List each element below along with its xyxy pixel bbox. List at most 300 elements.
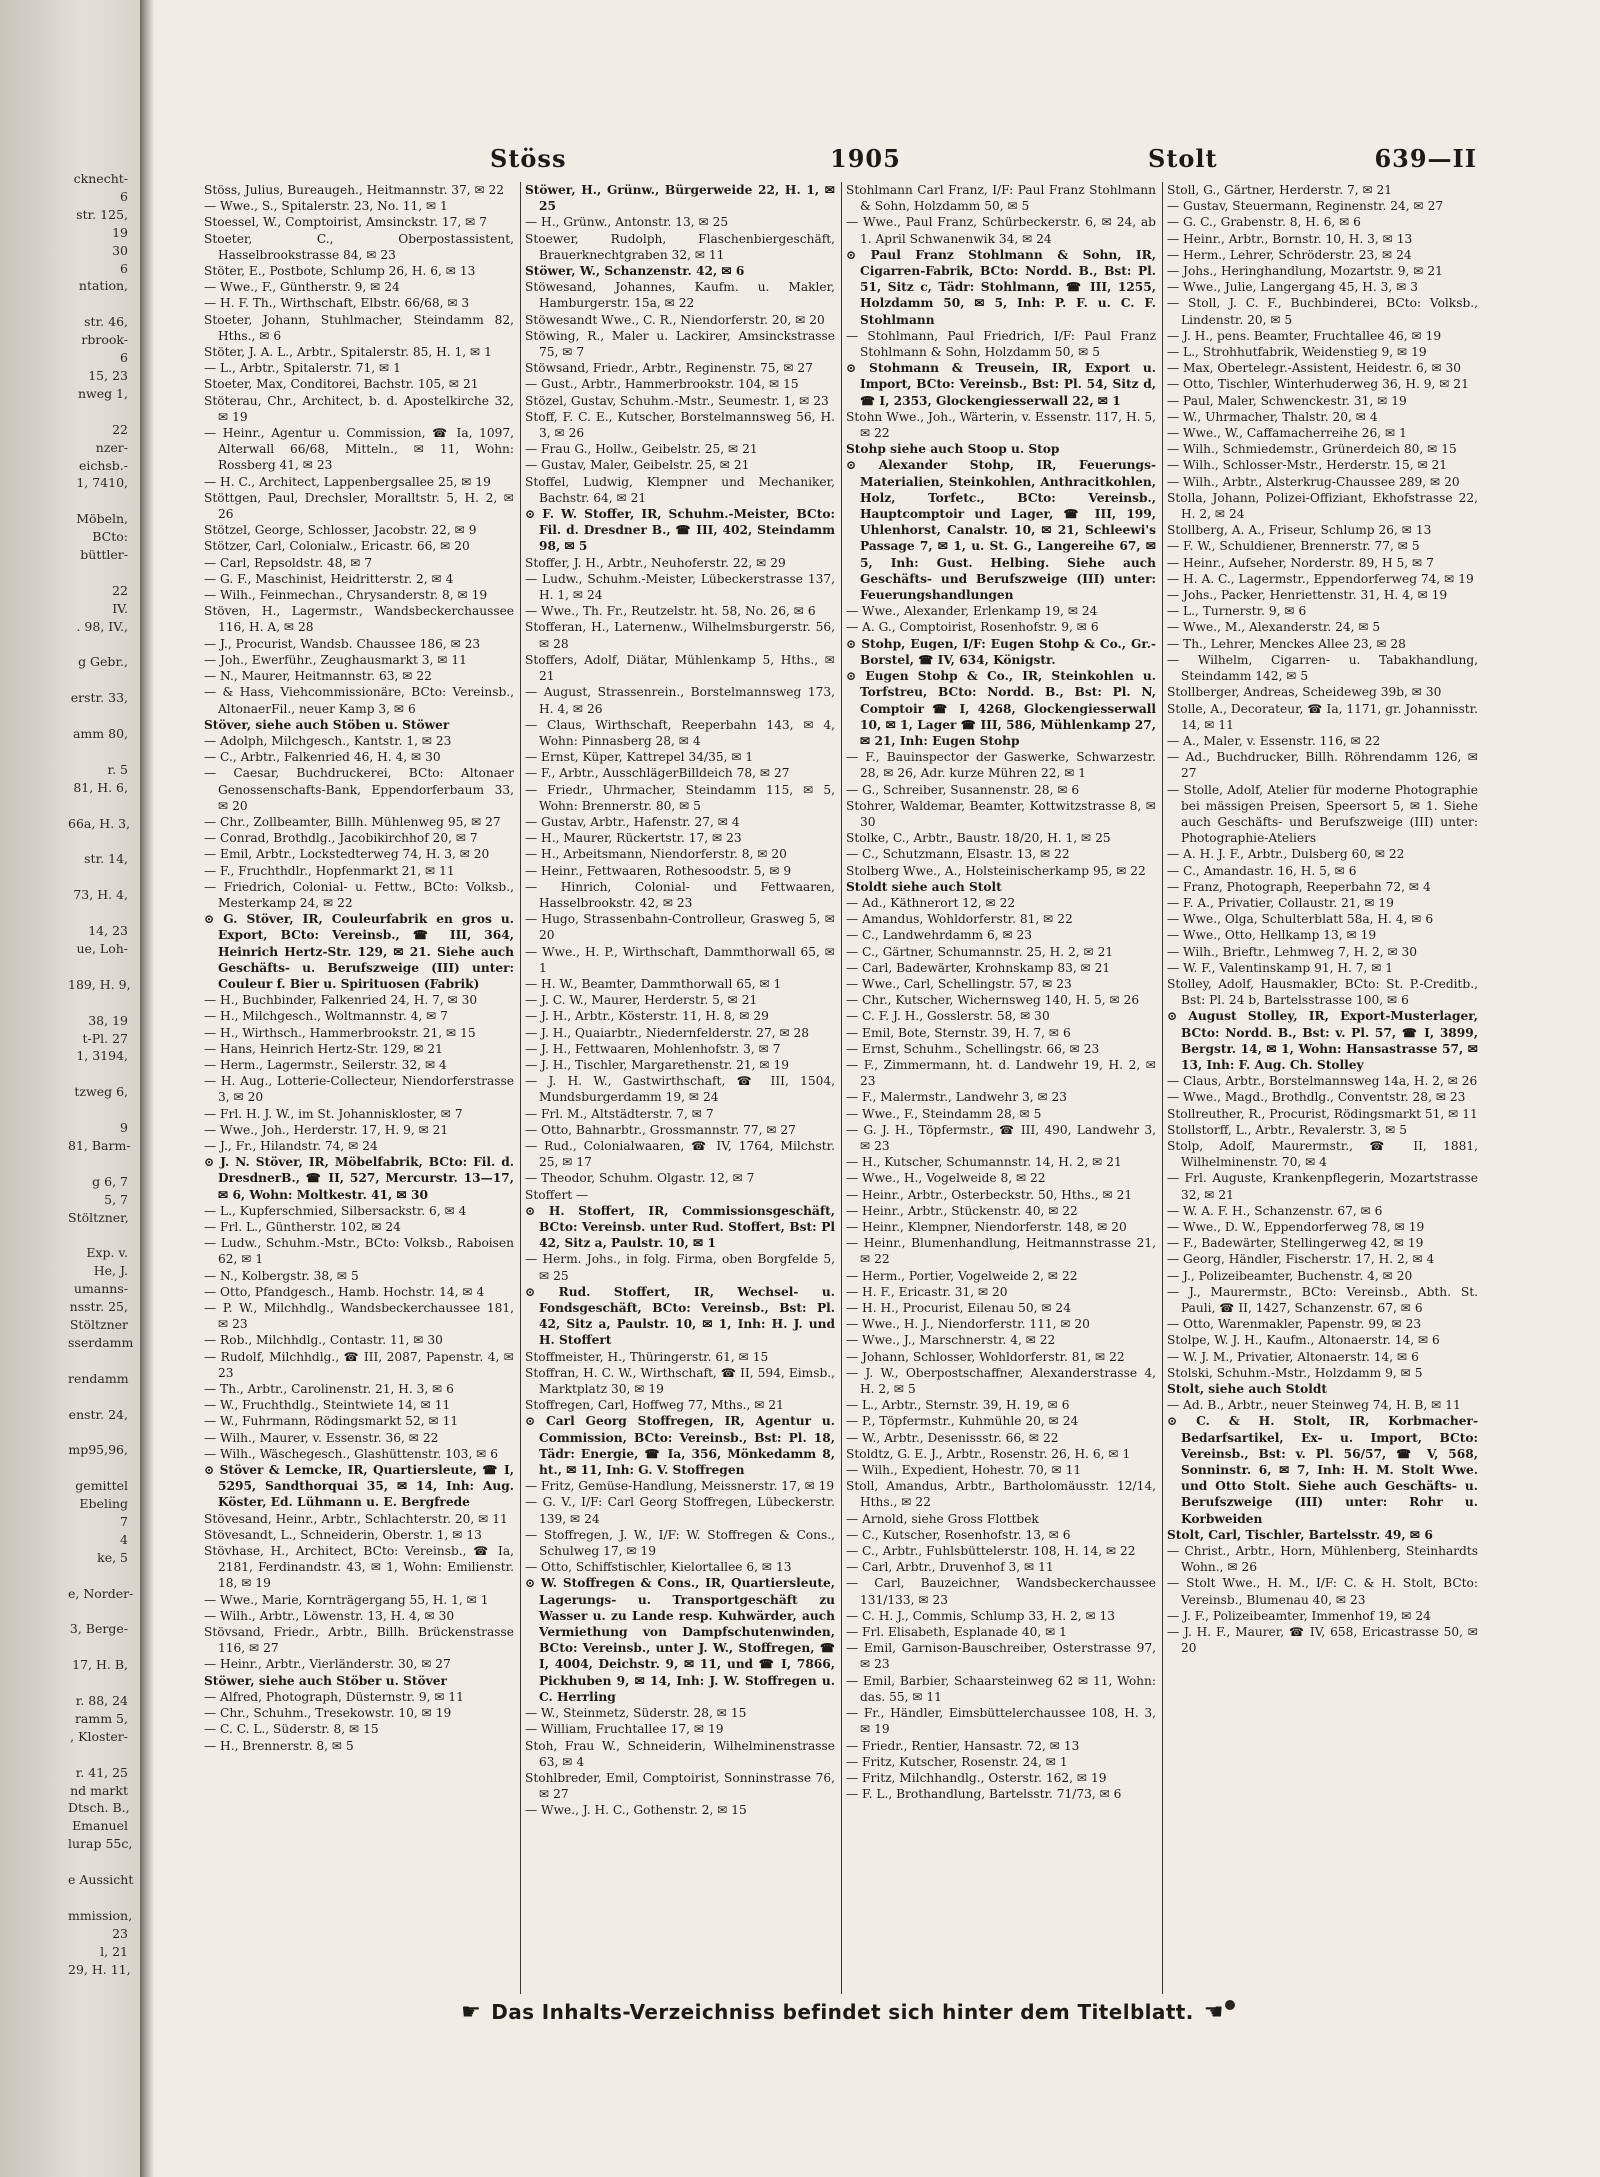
directory-entry: Stoeter, C., Oberpostassistent, Hasselbrookstrasse 84, ✉ 23 [204, 231, 514, 262]
directory-entry: — C., Arbtr., Falkenried 46, H. 4, ✉ 30 [204, 750, 441, 765]
previous-page-line [68, 2068, 128, 2086]
directory-entry: — Chr., Zollbeamter, Billh. Mühlenweg 95, ✉ 27 [204, 814, 501, 829]
directory-entry: — Wwe., F., Güntherstr. 9, ✉ 24 [204, 280, 400, 295]
previous-page-line [68, 492, 128, 510]
previous-page-line: 5, 7 [104, 1191, 128, 1207]
directory-entry: — Carl, Arbtr., Druvenhof 3, ✉ 11 [846, 1560, 1054, 1575]
directory-entry: Stoffran, H. C. W., Wirthschaft, ☎ II, 594, Eimsb., Marktplatz 30, ✉ 19 [525, 1365, 835, 1397]
directory-entry: — Georg, Händler, Fischerstr. 17, H. 2, ✉ 4 [1167, 1252, 1435, 1267]
directory-entry: Stoeter, Johann, Stuhlmacher, Steindamm 82, Hths., ✉ 6 [204, 312, 514, 343]
directory-entry: — N., Kolbergstr. 38, ✉ 5 [204, 1268, 359, 1283]
directory-entry: — L., Arbtr., Sternstr. 39, H. 19, ✉ 6 [846, 1398, 1070, 1413]
previous-page-line: 23 [112, 1925, 128, 1941]
previous-page-line: 66a, H. 3, [68, 815, 131, 831]
directory-entry: — Gustav, Maler, Geibelstr. 25, ✉ 21 [525, 458, 750, 473]
previous-page-line [68, 1979, 128, 1997]
previous-page-line: str. 46, [84, 314, 128, 330]
directory-entry: — J. H., Tischler, Margarethenstr. 21, ✉ 19 [525, 1057, 790, 1072]
directory-entry: — Carl, Badewärter, Krohnskamp 83, ✉ 21 [846, 960, 1111, 975]
directory-entry: — J. W., Oberpostschaffner, Alexanderstrasse 4, H. 2, ✉ 5 [846, 1365, 1156, 1397]
directory-entry: — Friedr., Uhrmacher, Steindamm 115, ✉ 5, Wohn: Brennerstr. 80, ✉ 5 [525, 782, 835, 813]
previous-page-line: cknecht- [73, 171, 128, 186]
directory-entry: — J., Polizeibeamter, Buchenstr. 4, ✉ 20 [1167, 1268, 1413, 1283]
directory-entry: — Claus, Arbtr., Borstelmannsweg 14a, H. 2, ✉ 26 [1167, 1074, 1478, 1089]
previous-page-line: 4 [120, 1531, 128, 1547]
previous-page-line [68, 1352, 128, 1370]
pointing-hand-left-icon: ☛ [461, 2000, 482, 2025]
previous-page-line: str. 14, [84, 851, 128, 867]
directory-entry: — J. H., pens. Beamter, Fruchtallee 46, ✉ 19 [1167, 328, 1442, 343]
directory-entry: Stöter, J. A. L., Arbtr., Spitalerstr. 85, H. 1, ✉ 1 [204, 345, 492, 360]
directory-entry: — Hugo, Strassenbahn-Controlleur, Grasweg 5, ✉ 20 [525, 912, 835, 943]
directory-entry: Stoffer, J. H., Arbtr., Neuhoferstr. 22, ✉ 29 [525, 555, 786, 570]
directory-entry: — Herm., Lagermstr., Seilerstr. 32, ✉ 4 [204, 1057, 447, 1072]
directory-entry: — Caesar, Buchdruckerei, BCto: Altonaer Genossenschafts-Bank, Eppendorferbaum 33, ✉ 20 [204, 766, 514, 813]
previous-page-line: 14, 23 [88, 923, 128, 939]
directory-entry: — Frl. Auguste, Krankenpflegerin, Mozartstrasse 32, ✉ 21 [1167, 1171, 1478, 1202]
directory-entry: — Wwe., Paul Franz, Schürbeckerstr. 6, ✉ 24, ab 1. April Schwanenwik 34, ✉ 24 [846, 215, 1156, 246]
directory-entry: — J. H. F., Maurer, ☎ IV, 658, Ericastrasse 50, ✉ 20 [1167, 1625, 1478, 1656]
directory-entry: ⊙ Paul Franz Stohlmann & Sohn, IR, Cigarren-Fabrik, BCto: Nordd. B., Bst: Pl. 51, Sitz c, Tädr: Stohlmann, ☎ III, 1255, Holzdamm 50, ✉ 5, Inh: P. F. u. C. F. Stohlmann [846, 247, 1156, 327]
previous-page-line [68, 797, 128, 815]
directory-entry: — Stohlmann, Paul Friedrich, I/F: Paul Franz Stohlmann & Sohn, Holzdamm 50, ✉ 5 [846, 328, 1156, 360]
previous-page-line: 1, 7410, [76, 475, 128, 491]
directory-entry: — W., Steinmetz, Süderstr. 28, ✉ 15 [525, 1706, 747, 1721]
directory-entry: — H., Grünw., Antonstr. 13, ✉ 25 [525, 215, 729, 230]
directory-entry: Stolke, C., Arbtr., Baustr. 18/20, H. 1, ✉ 25 [846, 831, 1111, 846]
directory-entry: — Emil, Garnison-Bauschreiber, Osterstrasse 97, ✉ 23 [846, 1641, 1156, 1672]
directory-entry: Stözel, Gustav, Schuhm.-Mstr., Seumestr. 1, ✉ 23 [525, 393, 829, 408]
previous-page-line: 17, H. B, [72, 1657, 128, 1673]
previous-page-line [68, 958, 128, 976]
previous-page-line: 22 [112, 582, 128, 598]
directory-entry: — H. C., Architect, Lappenbergsallee 25, ✉ 19 [204, 474, 491, 489]
directory-entry: Stöver, siehe auch Stöben u. Stöwer [204, 717, 450, 732]
footer-note [200, 2000, 1485, 2025]
directory-entry: ⊙ J. N. Stöver, IR, Möbelfabrik, BCto: Fil. d. DresdnerB., ☎ II, 527, Mercurstr. 13—17, ✉ 6, Wohn: Moltkestr. 41, ✉ 30 [204, 1155, 514, 1202]
previous-page-line: lurap 55c, [68, 1836, 133, 1852]
directory-entry: Stollreuther, R., Procurist, Rödingsmarkt 51, ✉ 11 [1167, 1106, 1478, 1121]
previous-page-line: 1, 3194, [76, 1048, 128, 1064]
previous-page-line [68, 868, 128, 886]
directory-entry: Stohn Wwe., Joh., Wärterin, v. Essenstr. 117, H. 5, ✉ 22 [846, 409, 1156, 441]
directory-entry: — Fritz, Milchhandlg., Osterstr. 162, ✉ 19 [846, 1770, 1107, 1785]
directory-entry: Stöwer, W., Schanzenstr. 42, ✉ 6 [525, 264, 745, 279]
directory-entry: — H. F. Th., Wirthschaft, Elbstr. 66/68, ✉ 3 [204, 296, 470, 311]
previous-page-line: ke, 5 [97, 1549, 128, 1565]
directory-entry: Stofferan, H., Laternenw., Wilhelmsburgerstr. 56, ✉ 28 [525, 620, 835, 651]
directory-entry: ⊙ Stöver & Lemcke, IR, Quartiersleute, ☎ I, 5295, Sandthorquai 35, ✉ 14, Inh: Aug. Köster, Ed. Lühmann u. E. Bergfrede [204, 1463, 514, 1510]
directory-entry: — H., Arbeitsmann, Niendorferstr. 8, ✉ 20 [525, 847, 787, 862]
directory-entry: Stöterau, Chr., Architect, b. d. Apostelkirche 32, ✉ 19 [204, 393, 514, 424]
previous-page-line: 3, Berge- [69, 1621, 128, 1637]
previous-page-line: 29, H. 11, [68, 1961, 131, 1977]
directory-entry: — C., Kutscher, Rosenhofstr. 13, ✉ 6 [846, 1527, 1071, 1542]
directory-entry: — & Hass, Viehcommissionäre, BCto: Vereinsb., AltonaerFil., neuer Kamp 3, ✉ 6 [204, 685, 514, 716]
directory-entry: — Heinr., Arbtr., Osterbeckstr. 50, Hths., ✉ 21 [846, 1187, 1133, 1202]
directory-entry: Stoffers, Adolf, Diätar, Mühlenkamp 5, Hths., ✉ 21 [525, 652, 835, 684]
directory-entry: — W., Fruchthdlg., Steintwiete 14, ✉ 11 [204, 1398, 451, 1413]
previous-page-line: IV. [112, 600, 128, 616]
directory-entry: — W., Arbtr., Desenissstr. 66, ✉ 22 [846, 1430, 1059, 1445]
previous-page-line [68, 1746, 128, 1764]
directory-entry: — A. G., Comptoirist, Rosenhofstr. 9, ✉ 6 [846, 620, 1099, 635]
directory-entry: — Heinr., Aufseher, Norderstr. 89, H 5, ✉ 7 [1167, 555, 1434, 570]
directory-entry: — Heinr., Arbtr., Bornstr. 10, H. 3, ✉ 13 [1167, 231, 1413, 246]
directory-entry: Stöwing, R., Maler u. Lackirer, Amsinckstrasse 75, ✉ 7 [525, 328, 835, 360]
directory-entry: — Alfred, Photograph, Düsternstr. 9, ✉ 11 [204, 1689, 464, 1704]
directory-entry: Stohlbreder, Emil, Comptoirist, Sonninstrasse 76, ✉ 27 [525, 1770, 835, 1802]
directory-entry: Stövesand, Heinr., Arbtr., Schlachterstr. 20, ✉ 11 [204, 1511, 508, 1526]
previous-page-line: eichsb.- [78, 457, 128, 473]
column-3 [842, 182, 1163, 1994]
previous-page-line: He, J. [93, 1263, 128, 1279]
directory-entry: — Gustav, Steuermann, Reginenstr. 24, ✉ 27 [1167, 199, 1444, 214]
directory-entry: Stoll, G., Gärtner, Herderstr. 7, ✉ 21 [1167, 183, 1393, 197]
previous-page-line [68, 994, 128, 1012]
directory-entry: Stötzer, Carl, Colonialw., Ericastr. 66, ✉ 20 [204, 539, 470, 554]
directory-entry: — Chr., Kutscher, Wichernsweg 140, H. 5, ✉ 26 [846, 993, 1140, 1008]
directory-entry: — C., Gärtner, Schumannstr. 25, H. 2, ✉ 21 [846, 944, 1114, 959]
directory-entry: — H. A. C., Lagermstr., Eppendorferweg 74, ✉ 19 [1167, 571, 1474, 586]
previous-page-line: r. 5 [107, 761, 128, 777]
directory-entry: Stöss, Julius, Bureaugeh., Heitmannstr. 37, ✉ 22 [204, 183, 505, 197]
directory-entry: — J. H., Quaiarbtr., Niedernfelderstr. 27, ✉ 28 [525, 1025, 810, 1040]
directory-entry: — Paul, Maler, Schwenckestr. 31, ✉ 19 [1167, 393, 1407, 408]
directory-entry: — Ad., Käthnerort 12, ✉ 22 [846, 895, 1016, 910]
directory-entry: ⊙ Stohmann & Treusein, IR, Export u. Import, BCto: Vereinsb., Bst: Pl. 54, Sitz d, ☎ I, 2353, Glockengiesserwall 22, ✉ 1 [846, 361, 1156, 408]
directory-entry: — Wwe., Joh., Herderstr. 17, H. 9, ✉ 21 [204, 1122, 449, 1137]
directory-entry: — Th., Arbtr., Carolinenstr. 21, H. 3, ✉ 6 [204, 1382, 454, 1397]
directory-entry: — Friedr., Rentier, Hansastr. 72, ✉ 13 [846, 1738, 1080, 1753]
directory-entry: — Wwe., Olga, Schulterblatt 58a, H. 4, ✉ 6 [1167, 912, 1434, 927]
previous-page-line: büttler- [80, 547, 128, 563]
previous-page-line: Ebeling [79, 1496, 128, 1512]
directory-entry: Stolley, Adolf, Hausmakler, BCto: St. P.-Creditb., Bst: Pl. 24 b, Bartelsstrasse 100, ✉ 6 [1167, 976, 1478, 1008]
previous-page-line: r. 41, 25 [75, 1764, 128, 1780]
previous-page-line [68, 1674, 128, 1692]
previous-page-line: e Aussicht [68, 1872, 134, 1888]
directory-columns [200, 182, 1485, 1994]
directory-entry: — Wilh., Arbtr., Alsterkrug-Chaussee 289, ✉ 20 [1167, 474, 1460, 489]
directory-entry: — Ernst, Küper, Kattrepel 34/35, ✉ 1 [525, 750, 754, 765]
directory-entry: Stöwesand, Johannes, Kaufm. u. Makler, Hamburgerstr. 15a, ✉ 22 [525, 280, 835, 311]
directory-entry: — F., Arbtr., AusschlägerBilldeich 78, ✉ 27 [525, 766, 790, 781]
directory-entry: — Rud., Colonialwaaren, ☎ IV, 1764, Milchstr. 25, ✉ 17 [525, 1138, 835, 1170]
directory-entry: — H., Maurer, Rückertstr. 17, ✉ 23 [525, 831, 742, 846]
directory-entry: ⊙ Rud. Stoffert, IR, Wechsel- u. Fondsgeschäft, BCto: Vereinsb., Bst: Pl. 42, Sitz a, Paulstr. 10, ✉ 1, Inh: H. J. und H. Stoffert [525, 1284, 835, 1348]
previous-page-line [68, 636, 128, 654]
directory-entry: Stolle, A., Decorateur, ☎ Ia, 1171, gr. Johannisstr. 14, ✉ 11 [1167, 701, 1478, 732]
previous-page-line: g 6, 7 [92, 1173, 128, 1189]
previous-page-line: nweg 1, [77, 385, 128, 401]
previous-page-line: l, 21 [100, 1943, 128, 1959]
previous-page-line: gemittel [75, 1478, 128, 1494]
directory-entry: — Frau G., Hollw., Geibelstr. 25, ✉ 21 [525, 442, 758, 457]
directory-entry: ⊙ Alexander Stohp, IR, Feuerungs-Materialien, Steinkohlen, Anthracitkohlen, Holz, Torfetc., BCto: Vereinsb., Hauptcomptoir und Lager, ☎ III, 199, Uhlenhorst, Canalstr. 10, ✉ 21, Schleewi's Passage 7, ✉ 1, u. St. G., Langereihe 67, ✉ 5, Inh: Gust. Helbing. Siehe auch Geschäfts- und Berufszweige (III) unter: Feuerungshandlungen [846, 458, 1156, 603]
directory-entry: — Johs., Heringhandlung, Mozartstr. 9, ✉ 21 [1167, 264, 1443, 279]
previous-page-line: amm 80, [72, 726, 128, 742]
directory-entry: Stolt, Carl, Tischler, Bartelsstr. 49, ✉ 6 [1167, 1527, 1433, 1542]
directory-entry: — F., Fruchthdlr., Hopfenmarkt 21, ✉ 11 [204, 863, 455, 878]
directory-entry: — Th., Lehrer, Menckes Allee 23, ✉ 28 [1167, 636, 1406, 651]
directory-entry: — Wwe., H. P., Wirthschaft, Dammthorwall 65, ✉ 1 [525, 944, 835, 975]
directory-entry: — J. H., Arbtr., Kösterstr. 11, H. 8, ✉ 29 [525, 1009, 769, 1024]
directory-entry: — Heinr., Arbtr., Vierländerstr. 30, ✉ 27 [204, 1657, 451, 1672]
directory-entry: — W. F., Valentinskamp 91, H. 7, ✉ 1 [1167, 960, 1394, 975]
previous-page-line [68, 295, 128, 313]
directory-entry: — C. H. J., Commis, Schlump 33, H. 2, ✉ 13 [846, 1608, 1116, 1623]
directory-entry: — P., Töpfermstr., Kuhmühle 20, ✉ 24 [846, 1414, 1079, 1429]
previous-page-line [68, 707, 128, 725]
directory-entry: — Friedrich, Colonial- u. Fettw., BCto: Volksb., Mesterkamp 24, ✉ 22 [204, 879, 514, 910]
previous-page-line [68, 1853, 128, 1871]
directory-entry: — Wwe., J., Marschnerstr. 4, ✉ 22 [846, 1333, 1056, 1348]
directory-entry: — Emil, Bote, Sternstr. 39, H. 7, ✉ 6 [846, 1025, 1071, 1040]
directory-entry: — A., Maler, v. Essenstr. 116, ✉ 22 [1167, 733, 1381, 748]
directory-entry: ⊙ W. Stoffregen & Cons., IR, Quartiersleute, Lagerungs- u. Transportgeschäft zu Wasser u. zu Lande resp. Kuhwärder, auch Vermiethung von Dampfschutenwinden, BCto: Vereinsb., unter J. W., Stoffregen, ☎ I, 4004, Deichstr. 9, ✉ 11, und ☎ I, 7866, Pickhuben 9, ✉ 14, Inh: J. W. Stoffregen u. C. Herrling [525, 1576, 835, 1704]
previous-page-line: 73, H. 4, [73, 887, 128, 903]
directory-entry: — August, Strassenrein., Borstelmannsweg 173, H. 4, ✉ 26 [525, 685, 835, 716]
previous-page-line [68, 671, 128, 689]
previous-page-line: 19 [112, 224, 128, 240]
previous-page-line [68, 1423, 128, 1441]
directory-entry: — Herm. Johs., in folg. Firma, oben Borgfelde 5, ✉ 25 [525, 1252, 835, 1283]
header-year: 1905 [830, 144, 901, 173]
directory-entry: — H. Aug., Lotterie-Collecteur, Niendorferstrasse 3, ✉ 20 [204, 1074, 514, 1105]
directory-entry: — Herm., Lehrer, Schröderstr. 23, ✉ 24 [1167, 247, 1412, 262]
previous-page-line: 38, 19 [88, 1012, 128, 1028]
previous-page-line: . 98, IV., [76, 618, 128, 634]
previous-page-line [68, 1065, 128, 1083]
directory-entry: — Otto, Tischler, Winterhuderweg 36, H. 9, ✉ 21 [1167, 377, 1469, 392]
directory-entry: — Wwe., M., Alexanderstr. 24, ✉ 5 [1167, 620, 1381, 635]
directory-entry: ⊙ H. Stoffert, IR, Commissionsgeschäft, BCto: Vereinsb. unter Rud. Stoffert, Bst: Pl 42, Sitz a, Paulstr. 10, ✉ 1 [525, 1203, 835, 1251]
directory-entry: Stoffert — [525, 1187, 589, 1202]
directory-entry: Stöwsand, Friedr., Arbtr., Reginenstr. 75, ✉ 27 [525, 361, 813, 376]
directory-entry: — J., Procurist, Wandsb. Chaussee 186, ✉ 23 [204, 636, 481, 651]
previous-page-line: rbrook- [81, 332, 128, 348]
directory-entry: Stolp, Adolf, Maurermstr., ☎ II, 1881, Wilhelminenstr. 70, ✉ 4 [1167, 1138, 1478, 1170]
ink-dot [1225, 2000, 1235, 2010]
directory-entry: — H. F., Ericastr. 31, ✉ 20 [846, 1284, 1008, 1299]
directory-entry: — Fritz, Kutscher, Rosenstr. 24, ✉ 1 [846, 1754, 1068, 1769]
previous-page-line: 7 [120, 1513, 128, 1529]
directory-entry: — Otto, Warenmakler, Papenstr. 99, ✉ 23 [1167, 1317, 1422, 1332]
previous-page-line: nd markt [70, 1782, 128, 1798]
previous-page-line: Dtsch. B., [68, 1800, 130, 1816]
directory-entry: — Wwe., W., Caffamacherreihe 26, ✉ 1 [1167, 426, 1407, 441]
previous-page-line: 15, 23 [88, 367, 128, 383]
previous-page-line [68, 2032, 128, 2050]
previous-page-line: 22 [112, 421, 128, 437]
directory-entry: — H., Kutscher, Schumannstr. 14, H. 2, ✉ 21 [846, 1155, 1122, 1170]
directory-entry: — Ernst, Schuhm., Schellingstr. 66, ✉ 23 [846, 1041, 1100, 1056]
previous-page-line: tzweg 6, [74, 1084, 128, 1100]
directory-entry: Stöttgen, Paul, Drechsler, Moralltstr. 5, H. 2, ✉ 26 [204, 490, 514, 522]
directory-entry: — Fritz, Gemüse-Handlung, Meissnerstr. 17, ✉ 19 [525, 1479, 835, 1494]
directory-entry: — G. C., Grabenstr. 8, H. 6, ✉ 6 [1167, 215, 1361, 230]
previous-page-line: r. 88, 24 [75, 1693, 128, 1709]
directory-entry: — Ad. B., Arbtr., neuer Steinweg 74, H. B, ✉ 11 [1167, 1398, 1461, 1413]
directory-entry: — Wwe., J. H. C., Gothenstr. 2, ✉ 15 [525, 1803, 747, 1818]
directory-entry: — Wilh., Wäschegesch., Glashüttenstr. 103, ✉ 6 [204, 1446, 499, 1461]
directory-entry: — Joh., Ewerführ., Zeughausmarkt 3, ✉ 11 [204, 652, 467, 667]
directory-entry: — Adolph, Milchgesch., Kantstr. 1, ✉ 23 [204, 733, 452, 748]
directory-entry: — J., Maurermstr., BCto: Vereinsb., Abth. St. Pauli, ☎ II, 1427, Schanzenstr. 67, ✉ 6 [1167, 1284, 1478, 1316]
directory-entry: — W. A. F. H., Schanzenstr. 67, ✉ 6 [1167, 1203, 1383, 1218]
directory-entry: ⊙ Stohp, Eugen, I/F: Eugen Stohp & Co., Gr.-Borstel, ☎ IV, 634, Königstr. [846, 636, 1156, 667]
previous-page-line: t-Pl. 27 [82, 1030, 128, 1046]
previous-page-line: ramm 5, [74, 1710, 128, 1726]
previous-page-line [68, 564, 128, 582]
directory-entry: Stöter, E., Postbote, Schlump 26, H. 6, ✉ 13 [204, 264, 476, 279]
directory-entry: Stövhase, H., Architect, BCto: Vereinsb., ☎ Ia, 2181, Ferdinandstr. 43, ✉ 1, Wohn: Emilienstr. 18, ✉ 19 [204, 1544, 514, 1591]
previous-page-line [68, 1638, 128, 1656]
directory-entry: Stoff, F. C. E., Kutscher, Borstelmannsweg 56, H. 3, ✉ 26 [525, 409, 835, 441]
directory-entry: — Wilh., Feinmechan., Chrysanderstr. 8, ✉ 19 [204, 588, 488, 603]
directory-entry: — C., Schutzmann, Elsastr. 13, ✉ 22 [846, 847, 1070, 862]
directory-entry: Stohlmann Carl Franz, I/F: Paul Franz Stohlmann & Sohn, Holzdamm 50, ✉ 5 [846, 183, 1156, 214]
column-4 [1163, 182, 1484, 1994]
directory-entry: — Otto, Bahnarbtr., Grossmannstr. 77, ✉ 27 [525, 1122, 796, 1137]
header-last-entry: Stolt [1148, 144, 1218, 173]
directory-entry: — Carl, Bauzeichner, Wandsbeckerchaussee 131/133, ✉ 23 [846, 1576, 1156, 1607]
directory-entry: ⊙ G. Stöver, IR, Couleurfabrik en gros u. Export, BCto: Vereinsb., ☎ III, 364, Heinrich Hertz-Str. 129, ✉ 21. Siehe auch Geschäfts- u. Berufszweige (III) unter: Couleur f. Bier u. Spirituosen (Fabrik) [204, 912, 514, 991]
directory-entry: — Heinr., Arbtr., Stückenstr. 40, ✉ 22 [846, 1203, 1078, 1218]
directory-entry: — Hans, Heinrich Hertz-Str. 129, ✉ 21 [204, 1041, 443, 1056]
directory-entry: Stoldtz, G. E. J., Arbtr., Rosenstr. 26, H. 6, ✉ 1 [846, 1446, 1131, 1461]
directory-entry: — N., Maurer, Heitmannstr. 63, ✉ 22 [204, 669, 432, 684]
directory-entry: — Fr., Händler, Eimsbüttelerchaussee 108, H. 3, ✉ 19 [846, 1706, 1156, 1737]
previous-page-line [68, 403, 128, 421]
previous-page-edge [0, 0, 140, 2177]
previous-page-line: Stöltzner, [68, 1209, 129, 1225]
directory-entry: Stoewer, Rudolph, Flaschenbiergeschäft, Brauerknechtgraben 32, ✉ 11 [525, 231, 835, 262]
directory-entry: — Wwe., Magd., Brothdlg., Conventstr. 28, ✉ 23 [1167, 1090, 1466, 1105]
previous-page-line: Exp. v. [86, 1245, 128, 1261]
previous-page-line: 6 [120, 188, 128, 204]
directory-entry: — Wwe., F., Steindamm 28, ✉ 5 [846, 1106, 1042, 1121]
directory-entry: ⊙ F. W. Stoffer, IR, Schuhm.-Meister, BCto: Fil. d. Dresdner B., ☎ III, 402, Steindamm 98, ✉ 5 [525, 507, 835, 554]
previous-page-line: g Gebr., [78, 654, 128, 670]
previous-page-line: sserdamm [68, 1334, 134, 1350]
directory-entry: — Stolt Wwe., H. M., I/F: C. & H. Stolt, BCto: Vereinsb., Blumenau 40, ✉ 23 [1167, 1576, 1478, 1607]
directory-entry: — F. L., Brothandlung, Bartelsstr. 71/73, ✉ 6 [846, 1787, 1122, 1802]
directory-entry: Stöwer, H., Grünw., Bürgerweide 22, H. 1, ✉ 25 [525, 183, 835, 214]
directory-entry: — Ludw., Schuhm.-Meister, Lübeckerstrasse 137, H. 1, ✉ 24 [525, 571, 835, 603]
directory-entry: Stolpe, W. J. H., Kaufm., Altonaerstr. 14, ✉ 6 [1167, 1333, 1440, 1348]
directory-entry: Stolberg Wwe., A., Holsteinischerkamp 95, ✉ 22 [846, 863, 1146, 878]
previous-page-line [68, 1226, 128, 1244]
previous-page-line: 9 [120, 1120, 128, 1136]
directory-entry: — F. A., Privatier, Collaustr. 21, ✉ 19 [1167, 895, 1394, 910]
directory-entry: Stöwesandt Wwe., C. R., Niendorferstr. 20, ✉ 20 [525, 312, 825, 327]
previous-page-line: erstr. 33, [70, 690, 128, 706]
directory-entry: — J. C. W., Maurer, Herderstr. 5, ✉ 21 [525, 993, 758, 1008]
previous-page-line: umanns- [73, 1281, 128, 1297]
previous-page-line: ntation, [78, 278, 128, 294]
directory-entry: — G. J. H., Töpfermstr., ☎ III, 490, Landwehr 3, ✉ 23 [846, 1122, 1156, 1153]
directory-entry: — Heinr., Klempner, Niendorferstr. 148, ✉ 20 [846, 1220, 1127, 1234]
directory-entry: — Heinr., Agentur u. Commission, ☎ Ia, 1097, Alterwall 66/68, Mitteln., ✉ 11, Wohn: Rossberg 41, ✉ 23 [204, 426, 514, 473]
directory-entry: Stollstorff, L., Arbtr., Revalerstr. 3, ✉ 5 [1167, 1122, 1408, 1137]
directory-entry: — Stoffregen, J. W., I/F: W. Stoffregen & Cons., Schulweg 17, ✉ 19 [525, 1527, 835, 1559]
directory-entry: — Frl. M., Altstädterstr. 7, ✉ 7 [525, 1106, 714, 1121]
directory-entry: — L., Turnerstr. 9, ✉ 6 [1167, 604, 1307, 619]
directory-entry: — A. H. J. F., Arbtr., Dulsberg 60, ✉ 22 [1167, 847, 1405, 862]
previous-page-line [68, 1155, 128, 1173]
previous-page-line: 6 [120, 350, 128, 366]
previous-page-line: BCto: [92, 529, 128, 545]
previous-page-line: 30 [112, 242, 128, 258]
directory-entry: — W., Uhrmacher, Thalstr. 20, ✉ 4 [1167, 409, 1378, 424]
previous-page-line: mmission, [68, 1907, 133, 1923]
directory-entry: — H., Milchgesch., Woltmannstr. 4, ✉ 7 [204, 1009, 448, 1024]
directory-entry: — Wwe., Julie, Langergang 45, H. 3, ✉ 3 [1167, 280, 1418, 295]
book-gutter [140, 0, 154, 2177]
directory-entry: — Claus, Wirthschaft, Reeperbahn 143, ✉ 4, Wohn: Pinnasberg 28, ✉ 4 [525, 717, 835, 748]
directory-entry: ⊙ C. & H. Stolt, IR, Korbmacher-Bedarfsartikel, Ex- u. Import, BCto: Vereinsb., Bst: v. Pl. 56/57, ☎ V, 568, Sonninstr. 6, ✉ 7, Inh: H. M. Stolt Wwe. und Otto Stolt. Siehe auch Geschäfts- u. Berufszweige (III) unter: Rohr u. Korbweiden [1167, 1414, 1478, 1526]
directory-entry: — Christ., Arbtr., Horn, Mühlenberg, Steinhardts Wohn., ✉ 26 [1167, 1544, 1478, 1575]
directory-entry: Stolt, siehe auch Stoldt [1167, 1382, 1328, 1397]
directory-entry: — Otto, Pfandgesch., Hamb. Hochstr. 14, ✉ 4 [204, 1284, 485, 1299]
directory-entry: — C., Landwehrdamm 6, ✉ 23 [846, 928, 1033, 943]
directory-entry: — Frl. L., Güntherstr. 102, ✉ 24 [204, 1220, 401, 1234]
previous-page-line [68, 1459, 128, 1477]
directory-entry: — Wilhelm, Cigarren- u. Tabakhandlung, Steindamm 142, ✉ 5 [1167, 652, 1478, 684]
directory-entry: ⊙ Eugen Stohp & Co., IR, Steinkohlen u. Torfstreu, BCto: Nordd. B., Bst: Pl. N, Comptoir ☎ I, 4268, Glockengiesserwall 10, ✉ 1, Lager ☎ III, 586, Mühlenkamp 27, ✉ 21, Inh: Eugen Stohp [846, 669, 1156, 748]
previous-page-line [68, 1567, 128, 1585]
previous-page-line: 81, H. 6, [73, 779, 128, 795]
directory-entry: — Carl, Repsoldstr. 48, ✉ 7 [204, 555, 373, 570]
directory-entry: — J. F., Polizeibeamter, Immenhof 19, ✉ 24 [1167, 1608, 1431, 1623]
directory-entry: — Stoll, J. C. F., Buchbinderei, BCto: Volksb., Lindenstr. 20, ✉ 5 [1167, 296, 1478, 327]
directory-entry: — C., Amandastr. 16, H. 5, ✉ 6 [1167, 863, 1357, 878]
previous-page-line: str. 125, [76, 206, 128, 222]
directory-entry: — Amandus, Wohldorferstr. 81, ✉ 22 [846, 912, 1073, 927]
directory-entry: ⊙ August Stolley, IR, Export-Musterlager, BCto: Nordd. B., Bst: v. Pl. 57, ☎ I, 3899, Bergstr. 14, ✉ 1, Wohn: Hansastrasse 57, ✉ 13, Inh: F. Aug. Ch. Stolley [1167, 1009, 1478, 1072]
directory-entry: — Herm., Portier, Vogelweide 2, ✉ 22 [846, 1268, 1078, 1283]
directory-entry: Stoffmeister, H., Thüringerstr. 61, ✉ 15 [525, 1349, 769, 1364]
directory-entry: — Wilh., Arbtr., Löwenstr. 13, H. 4, ✉ 30 [204, 1608, 455, 1623]
directory-entry: — J. H., Fettwaaren, Mohlenhofstr. 3, ✉ 7 [525, 1041, 781, 1056]
directory-entry: Stollberger, Andreas, Scheideweg 39b, ✉ 30 [1167, 685, 1442, 700]
column-1 [200, 182, 521, 1994]
directory-entry: — Ludw., Schuhm.-Mstr., BCto: Volksb., Raboisen 62, ✉ 1 [204, 1236, 514, 1267]
directory-entry: Stoffregen, Carl, Hoffweg 77, Mths., ✉ 21 [525, 1398, 784, 1413]
previous-page-line [68, 904, 128, 922]
previous-page-line [68, 1889, 128, 1907]
directory-entry: Stoeter, Max, Conditorei, Bachstr. 105, ✉ 21 [204, 377, 479, 392]
directory-entry: — L., Strohhutfabrik, Weidenstieg 9, ✉ 19 [1167, 345, 1427, 360]
previous-page-line: Möbeln, [76, 511, 128, 527]
directory-entry: — Theodor, Schuhm. Olgastr. 12, ✉ 7 [525, 1171, 755, 1186]
directory-entry: — F., Bauinspector der Gaswerke, Schwarzestr. 28, ✉ 26, Adr. kurze Mühren 22, ✉ 1 [846, 750, 1156, 781]
directory-entry: — F., Badewärter, Stellingerweg 42, ✉ 19 [1167, 1236, 1424, 1251]
directory-entry: — Wwe., S., Spitalerstr. 23, No. 11, ✉ 1 [204, 199, 448, 214]
pointing-hand-right-icon: ☚ [1203, 2000, 1224, 2025]
directory-entry: — H. W., Beamter, Dammthorwall 65, ✉ 1 [525, 976, 782, 991]
directory-entry: — Wwe., Carl, Schellingstr. 57, ✉ 23 [846, 976, 1072, 991]
directory-entry: — H., Wirthsch., Hammerbrookstr. 21, ✉ 15 [204, 1025, 476, 1040]
directory-entry: — Wwe., H., Vogelweide 8, ✉ 22 [846, 1171, 1046, 1186]
directory-entry: — Johann, Schlosser, Wohldorferstr. 81, ✉ 22 [846, 1349, 1125, 1364]
directory-entry: — Franz, Photograph, Reeperbahn 72, ✉ 4 [1167, 879, 1431, 894]
directory-entry: — Johs., Packer, Henriettenstr. 31, H. 4, ✉ 19 [1167, 588, 1448, 603]
directory-entry: — F., Malermstr., Landwehr 3, ✉ 23 [846, 1090, 1068, 1105]
directory-entry: — W. J. M., Privatier, Altonaerstr. 14, ✉ 6 [1167, 1349, 1419, 1364]
